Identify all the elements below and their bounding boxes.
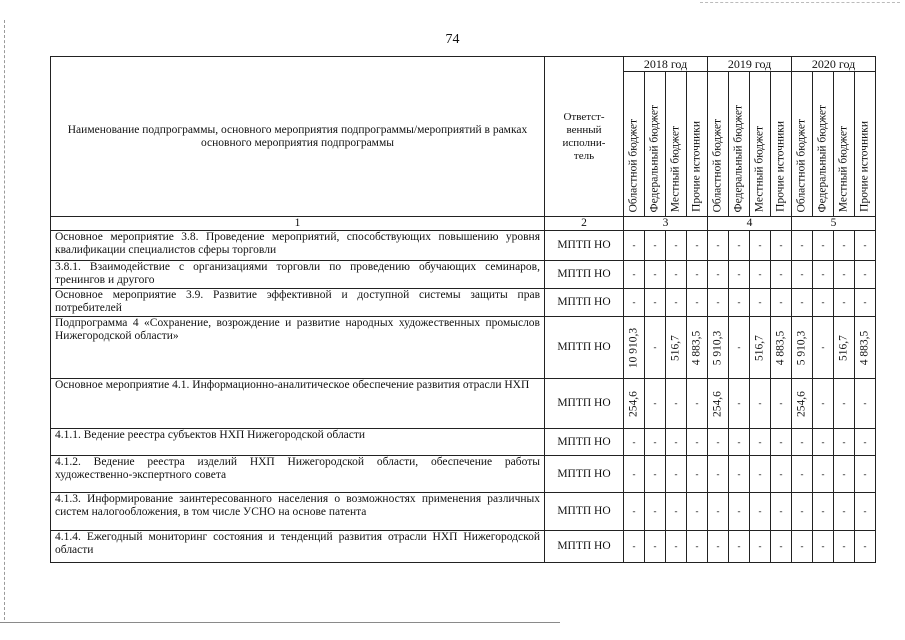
row-value-dash: - — [771, 379, 792, 429]
page-number: 74 — [445, 32, 460, 47]
row-value-dash: - — [729, 493, 750, 531]
row-value-dash: - — [708, 231, 729, 261]
row-value — [708, 317, 729, 379]
row-value-dash: - — [855, 429, 876, 456]
header-year-2018: 2018 год — [624, 57, 708, 72]
row-value-dash: - — [645, 456, 666, 493]
row-responsible: МПТП НО — [545, 289, 624, 317]
row-value-dash: - — [792, 289, 813, 317]
row-value-dash: - — [750, 289, 771, 317]
header-subcolumn — [729, 72, 750, 217]
row-value — [792, 317, 813, 379]
header-subcolumn — [645, 72, 666, 217]
row-value-dash: - — [834, 231, 855, 261]
row-value-dash: - — [687, 456, 708, 493]
row-name: 4.1.4. Ежегодный мониторинг состояния и тенденций развития отрасли НХП Нижегородской области — [51, 531, 545, 563]
row-value-dash: - — [750, 231, 771, 261]
row-value-dash: - — [750, 456, 771, 493]
header-subcolumn — [834, 72, 855, 217]
header-responsible-line: Ответст- — [563, 110, 605, 123]
row-value-dash: - — [666, 531, 687, 563]
row-value-dash: - — [792, 456, 813, 493]
row-value-dash: - — [792, 531, 813, 563]
row-value-dash: - — [666, 379, 687, 429]
row-value-dash: - — [624, 231, 645, 261]
header-responsible-line: венный — [566, 123, 602, 136]
row-value-dash: - — [624, 289, 645, 317]
row-value-dash: - — [792, 429, 813, 456]
row-value-dash: - — [855, 379, 876, 429]
row-name: 4.1.1. Ведение реестра субъектов НХП Нижегородской области — [51, 429, 545, 456]
row-value — [855, 317, 876, 379]
row-value-dash: - — [645, 289, 666, 317]
row-name: Основное мероприятие 3.8. Проведение мероприятий, способствующих повышению уровня квалификации специалистов сферы торговли — [51, 231, 545, 261]
header-year-2020: 2020 год — [792, 57, 876, 72]
row-name: 4.1.2. Ведение реестра изделий НХП Нижегородской области, обеспечение работы художественно-экспертного совета — [51, 456, 545, 493]
header-year-2019: 2019 год — [708, 57, 792, 72]
row-value-dash: - — [624, 261, 645, 289]
row-value-text: 516,7 — [837, 334, 850, 361]
row-value-dash: - — [624, 493, 645, 531]
table-row — [51, 379, 876, 429]
row-value-dash: - — [645, 493, 666, 531]
header-subcolumn-label: Федеральный бюджет — [648, 104, 661, 212]
header-subcolumn-label: Областной бюджет — [627, 118, 640, 212]
table-row — [51, 317, 876, 379]
row-value-dash: - — [855, 231, 876, 261]
row-value-dash: - — [729, 317, 750, 379]
header-subcolumn-label: Областной бюджет — [795, 118, 808, 212]
row-value-dash: - — [855, 261, 876, 289]
row-value-dash: - — [750, 261, 771, 289]
row-value-text: 516,7 — [753, 334, 766, 361]
header-subcolumn-label: Местный бюджет — [753, 125, 766, 212]
row-value-dash: - — [813, 317, 834, 379]
column-number: 2 — [545, 217, 624, 231]
table-row — [51, 456, 876, 493]
row-value-text: 4 883,5 — [858, 330, 871, 365]
left-edge-dashed-line — [4, 20, 6, 620]
row-value-dash: - — [855, 289, 876, 317]
row-value-dash: - — [729, 456, 750, 493]
row-value-dash: - — [834, 493, 855, 531]
row-value-text: 10 910,3 — [627, 327, 640, 368]
row-value-dash: - — [624, 456, 645, 493]
header-subcolumn — [666, 72, 687, 217]
row-value-dash: - — [624, 531, 645, 563]
row-value-dash: - — [687, 289, 708, 317]
row-value-dash: - — [687, 429, 708, 456]
row-value-dash: - — [729, 379, 750, 429]
row-value-dash: - — [666, 429, 687, 456]
row-value-dash: - — [813, 429, 834, 456]
row-value-dash: - — [750, 493, 771, 531]
row-value-text: 254,6 — [711, 390, 724, 417]
row-value-dash: - — [687, 493, 708, 531]
row-value — [834, 317, 855, 379]
row-value-dash: - — [750, 531, 771, 563]
row-value-text: 4 883,5 — [774, 330, 787, 365]
header-responsible-line: исполни- — [562, 136, 606, 149]
header-subcolumn-label: Местный бюджет — [669, 125, 682, 212]
row-value — [687, 317, 708, 379]
table-header — [51, 57, 876, 231]
column-number: 4 — [708, 217, 792, 231]
row-name: 3.8.1. Взаимодействие с организациями торговли по проведению обучающих семинаров, тренингов и другого — [51, 261, 545, 289]
column-number: 1 — [51, 217, 545, 231]
header-subcolumn — [687, 72, 708, 217]
row-value-text: 254,6 — [795, 390, 808, 417]
header-responsible-column — [545, 57, 624, 217]
bottom-edge-line — [0, 622, 560, 624]
row-value-dash: - — [771, 261, 792, 289]
table-row — [51, 493, 876, 531]
row-value-dash: - — [729, 531, 750, 563]
header-subcolumn-label: Федеральный бюджет — [732, 104, 745, 212]
header-subcolumn-label: Прочие источники — [858, 121, 871, 212]
column-number: 3 — [624, 217, 708, 231]
row-value-dash: - — [855, 531, 876, 563]
row-value-dash: - — [729, 261, 750, 289]
row-value-dash: - — [792, 231, 813, 261]
row-value-dash: - — [666, 261, 687, 289]
row-value-dash: - — [771, 429, 792, 456]
row-value-dash: - — [729, 231, 750, 261]
row-value-dash: - — [834, 289, 855, 317]
row-value-dash: - — [708, 289, 729, 317]
header-name-column: Наименование подпрограммы, основного мероприятия подпрограммы/мероприятий в рамках основного мероприятия подпрограммы — [51, 57, 545, 217]
row-value-dash: - — [813, 231, 834, 261]
row-value — [624, 317, 645, 379]
row-value-dash: - — [771, 531, 792, 563]
row-name: Основное мероприятие 4.1. Информационно-аналитическое обеспечение развития отрасли НХП — [51, 379, 545, 429]
top-edge-dashed-line — [700, 2, 900, 3]
row-value-dash: - — [666, 231, 687, 261]
row-name: Основное мероприятие 3.9. Развитие эффективной и доступной системы защиты прав потребителей — [51, 289, 545, 317]
row-value-dash: - — [708, 429, 729, 456]
row-value-dash: - — [834, 429, 855, 456]
row-value-dash: - — [645, 531, 666, 563]
header-subcolumn — [792, 72, 813, 217]
row-value-dash: - — [771, 456, 792, 493]
row-value-dash: - — [792, 493, 813, 531]
row-value-dash: - — [624, 429, 645, 456]
header-subcolumn — [624, 72, 645, 217]
row-value-text: 254,6 — [627, 390, 640, 417]
header-subcolumn-label: Местный бюджет — [837, 125, 850, 212]
row-value-text: 516,7 — [669, 334, 682, 361]
row-value — [708, 379, 729, 429]
row-value-dash: - — [855, 456, 876, 493]
table-row — [51, 429, 876, 456]
header-subcolumn — [750, 72, 771, 217]
row-value-dash: - — [771, 289, 792, 317]
row-value-dash: - — [687, 379, 708, 429]
header-subcolumn-label: Прочие источники — [690, 121, 703, 212]
row-value-dash: - — [708, 456, 729, 493]
row-value-dash: - — [729, 429, 750, 456]
table-row — [51, 289, 876, 317]
header-responsible-line: тель — [573, 149, 595, 162]
row-value — [750, 317, 771, 379]
row-value-dash: - — [813, 261, 834, 289]
row-value-dash: - — [666, 456, 687, 493]
row-value-dash: - — [645, 429, 666, 456]
row-value-dash: - — [834, 456, 855, 493]
row-value-dash: - — [708, 261, 729, 289]
row-value-dash: - — [813, 289, 834, 317]
row-responsible: МПТП НО — [545, 317, 624, 379]
row-value-dash: - — [645, 379, 666, 429]
row-value — [624, 379, 645, 429]
row-value-dash: - — [750, 429, 771, 456]
row-value-dash: - — [708, 493, 729, 531]
row-value — [771, 317, 792, 379]
table-row — [51, 531, 876, 563]
row-value-dash: - — [645, 261, 666, 289]
row-value-text: 5 910,3 — [795, 330, 808, 365]
row-value-dash: - — [834, 379, 855, 429]
row-value-dash: - — [834, 261, 855, 289]
row-value-dash: - — [687, 531, 708, 563]
row-name: 4.1.3. Информирование заинтересованного населения о возможностях применения различных систем налогообложения, в том числе УСНО на основе патента — [51, 493, 545, 531]
row-value-dash: - — [645, 231, 666, 261]
row-responsible: МПТП НО — [545, 231, 624, 261]
row-value-dash: - — [666, 493, 687, 531]
row-value-dash: - — [645, 317, 666, 379]
header-subcolumn — [708, 72, 729, 217]
row-name: Подпрограмма 4 «Сохранение, возрождение и развитие народных художественных промыслов Нижегородской области» — [51, 317, 545, 379]
row-value-dash: - — [813, 456, 834, 493]
row-responsible: МПТП НО — [545, 493, 624, 531]
row-responsible: МПТП НО — [545, 531, 624, 563]
row-value-dash: - — [813, 531, 834, 563]
header-subcolumn — [771, 72, 792, 217]
header-subcolumn-label: Федеральный бюджет — [816, 104, 829, 212]
table-row — [51, 231, 876, 261]
row-value-dash: - — [666, 289, 687, 317]
header-subcolumn-label: Областной бюджет — [711, 118, 724, 212]
row-value-dash: - — [750, 379, 771, 429]
row-value-text: 5 910,3 — [711, 330, 724, 365]
row-value-dash: - — [729, 289, 750, 317]
row-responsible: МПТП НО — [545, 379, 624, 429]
table-body — [51, 231, 876, 563]
header-subcolumn — [813, 72, 834, 217]
row-value-dash: - — [687, 261, 708, 289]
row-value — [666, 317, 687, 379]
row-value — [792, 379, 813, 429]
row-value-dash: - — [771, 493, 792, 531]
row-value-text: 4 883,5 — [690, 330, 703, 365]
funding-table — [50, 56, 876, 563]
row-value-dash: - — [855, 493, 876, 531]
header-subcolumn — [855, 72, 876, 217]
row-value-dash: - — [708, 531, 729, 563]
row-value-dash: - — [687, 231, 708, 261]
header-subcolumn-label: Прочие источники — [774, 121, 787, 212]
table-row — [51, 261, 876, 289]
row-value-dash: - — [771, 231, 792, 261]
column-numbers-row — [51, 217, 876, 231]
column-number: 5 — [792, 217, 876, 231]
row-responsible: МПТП НО — [545, 456, 624, 493]
row-value-dash: - — [813, 493, 834, 531]
row-responsible: МПТП НО — [545, 261, 624, 289]
row-responsible: МПТП НО — [545, 429, 624, 456]
row-value-dash: - — [834, 531, 855, 563]
row-value-dash: - — [792, 261, 813, 289]
row-value-dash: - — [813, 379, 834, 429]
